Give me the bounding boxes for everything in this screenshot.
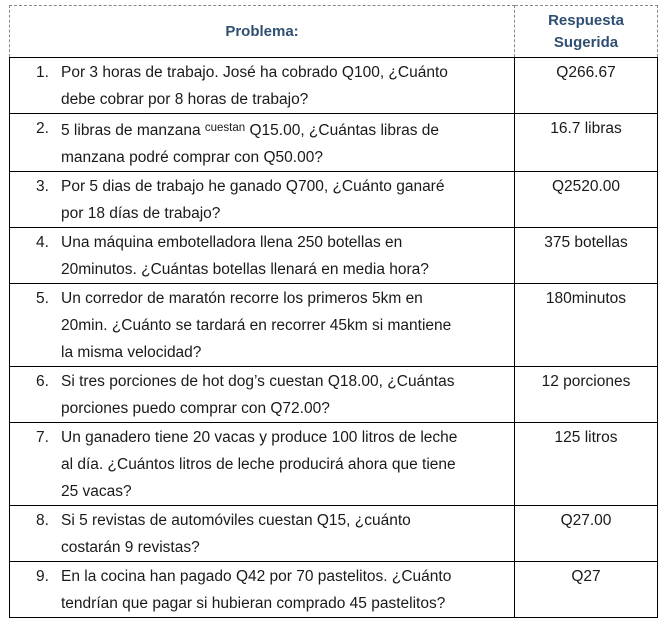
problem-text-line1: Un ganadero tiene 20 vacas y produce 100 litros de leche xyxy=(61,429,458,446)
table-row xyxy=(10,172,658,228)
problem-cell xyxy=(10,58,515,114)
problem-number: 3. xyxy=(36,178,49,195)
answer-header-line1: Respuesta xyxy=(548,11,624,29)
problem-text-line1: Si 5 revistas de automóviles cuestan Q15, ¿cuánto xyxy=(61,512,411,529)
problem-number: 1. xyxy=(36,64,49,81)
problem-header: Problema: xyxy=(10,6,515,58)
problems-table xyxy=(9,5,658,618)
problem-number: 2. xyxy=(36,120,49,137)
problem-text-line2: costarán 9 revistas? xyxy=(61,539,200,556)
problem-text-line1: Si tres porciones de hot dog’s cuestan Q18.00, ¿Cuántas xyxy=(61,373,455,390)
problem-text-line1: Un corredor de maratón recorre los primeros 5km en xyxy=(61,290,423,307)
problem-text-line2: porciones puedo comprar con Q72.00? xyxy=(61,400,330,417)
answer-header xyxy=(515,6,658,58)
problem-cell xyxy=(10,114,515,172)
answer-cell: Q266.67 xyxy=(515,58,658,114)
problem-text-line1: Por 3 horas de trabajo. José ha cobrado Q100, ¿Cuánto xyxy=(61,64,448,81)
problem-cell xyxy=(10,367,515,423)
table-row xyxy=(10,58,658,114)
problem-cell xyxy=(10,506,515,562)
problem-number: 9. xyxy=(36,568,49,585)
problem-number: 7. xyxy=(36,429,49,446)
problem-text-line2: debe cobrar por 8 horas de trabajo? xyxy=(61,91,309,108)
problem-text-line1: En la cocina han pagado Q42 por 70 pastelitos. ¿Cuánto xyxy=(61,568,452,585)
problem-text-line2: 20min. ¿Cuánto se tardará en recorrer 45km si mantiene xyxy=(61,317,452,334)
problem-cell xyxy=(10,228,515,284)
problem-number: 4. xyxy=(36,234,49,251)
problem-number: 6. xyxy=(36,373,49,390)
table-row xyxy=(10,114,658,172)
answer-cell: Q27.00 xyxy=(515,506,658,562)
answer-cell: 16.7 libras xyxy=(515,114,658,172)
problem-text-line2: al día. ¿Cuántos litros de leche producirá ahora que tiene xyxy=(61,456,456,473)
problem-text-post: Q15.00, ¿Cuántas libras de xyxy=(245,122,440,139)
problem-cell xyxy=(10,562,515,618)
table-row xyxy=(10,423,658,506)
answer-cell: Q2520.00 xyxy=(515,172,658,228)
answer-cell: 12 porciones xyxy=(515,367,658,423)
problem-text-small: cuestan xyxy=(204,122,246,134)
table-row xyxy=(10,506,658,562)
problem-text-line2: 20minutos. ¿Cuántas botellas llenará en media hora? xyxy=(61,261,429,278)
problem-text-line3: 25 vacas? xyxy=(61,483,132,500)
answer-cell: 125 litros xyxy=(515,423,658,506)
problem-text-line2: tendrían que pagar si hubieran comprado 45 pastelitos? xyxy=(61,595,446,612)
answer-cell: 180minutos xyxy=(515,284,658,367)
problem-text-line1: Una máquina embotelladora llena 250 botellas en xyxy=(61,234,403,251)
table-row xyxy=(10,562,658,618)
problem-cell xyxy=(10,284,515,367)
problem-text-line1: Por 5 dias de trabajo he ganado Q700, ¿Cuánto ganaré xyxy=(61,178,445,195)
problem-cell xyxy=(10,172,515,228)
problem-cell xyxy=(10,423,515,506)
header-row xyxy=(10,6,658,58)
problem-text-line3: la misma velocidad? xyxy=(61,344,202,361)
table-row xyxy=(10,367,658,423)
problem-number: 5. xyxy=(36,290,49,307)
table-row xyxy=(10,228,658,284)
problem-text-line2: por 18 días de trabajo? xyxy=(61,205,221,222)
answer-header-line2: Sugerida xyxy=(553,33,619,51)
answer-cell: Q27 xyxy=(515,562,658,618)
problem-number: 8. xyxy=(36,512,49,529)
problem-text-line2: manzana podré comprar con Q50.00? xyxy=(61,149,323,166)
table-row xyxy=(10,284,658,367)
problem-text-pre: 5 libras de manzana xyxy=(61,122,205,139)
answer-cell: 375 botellas xyxy=(515,228,658,284)
